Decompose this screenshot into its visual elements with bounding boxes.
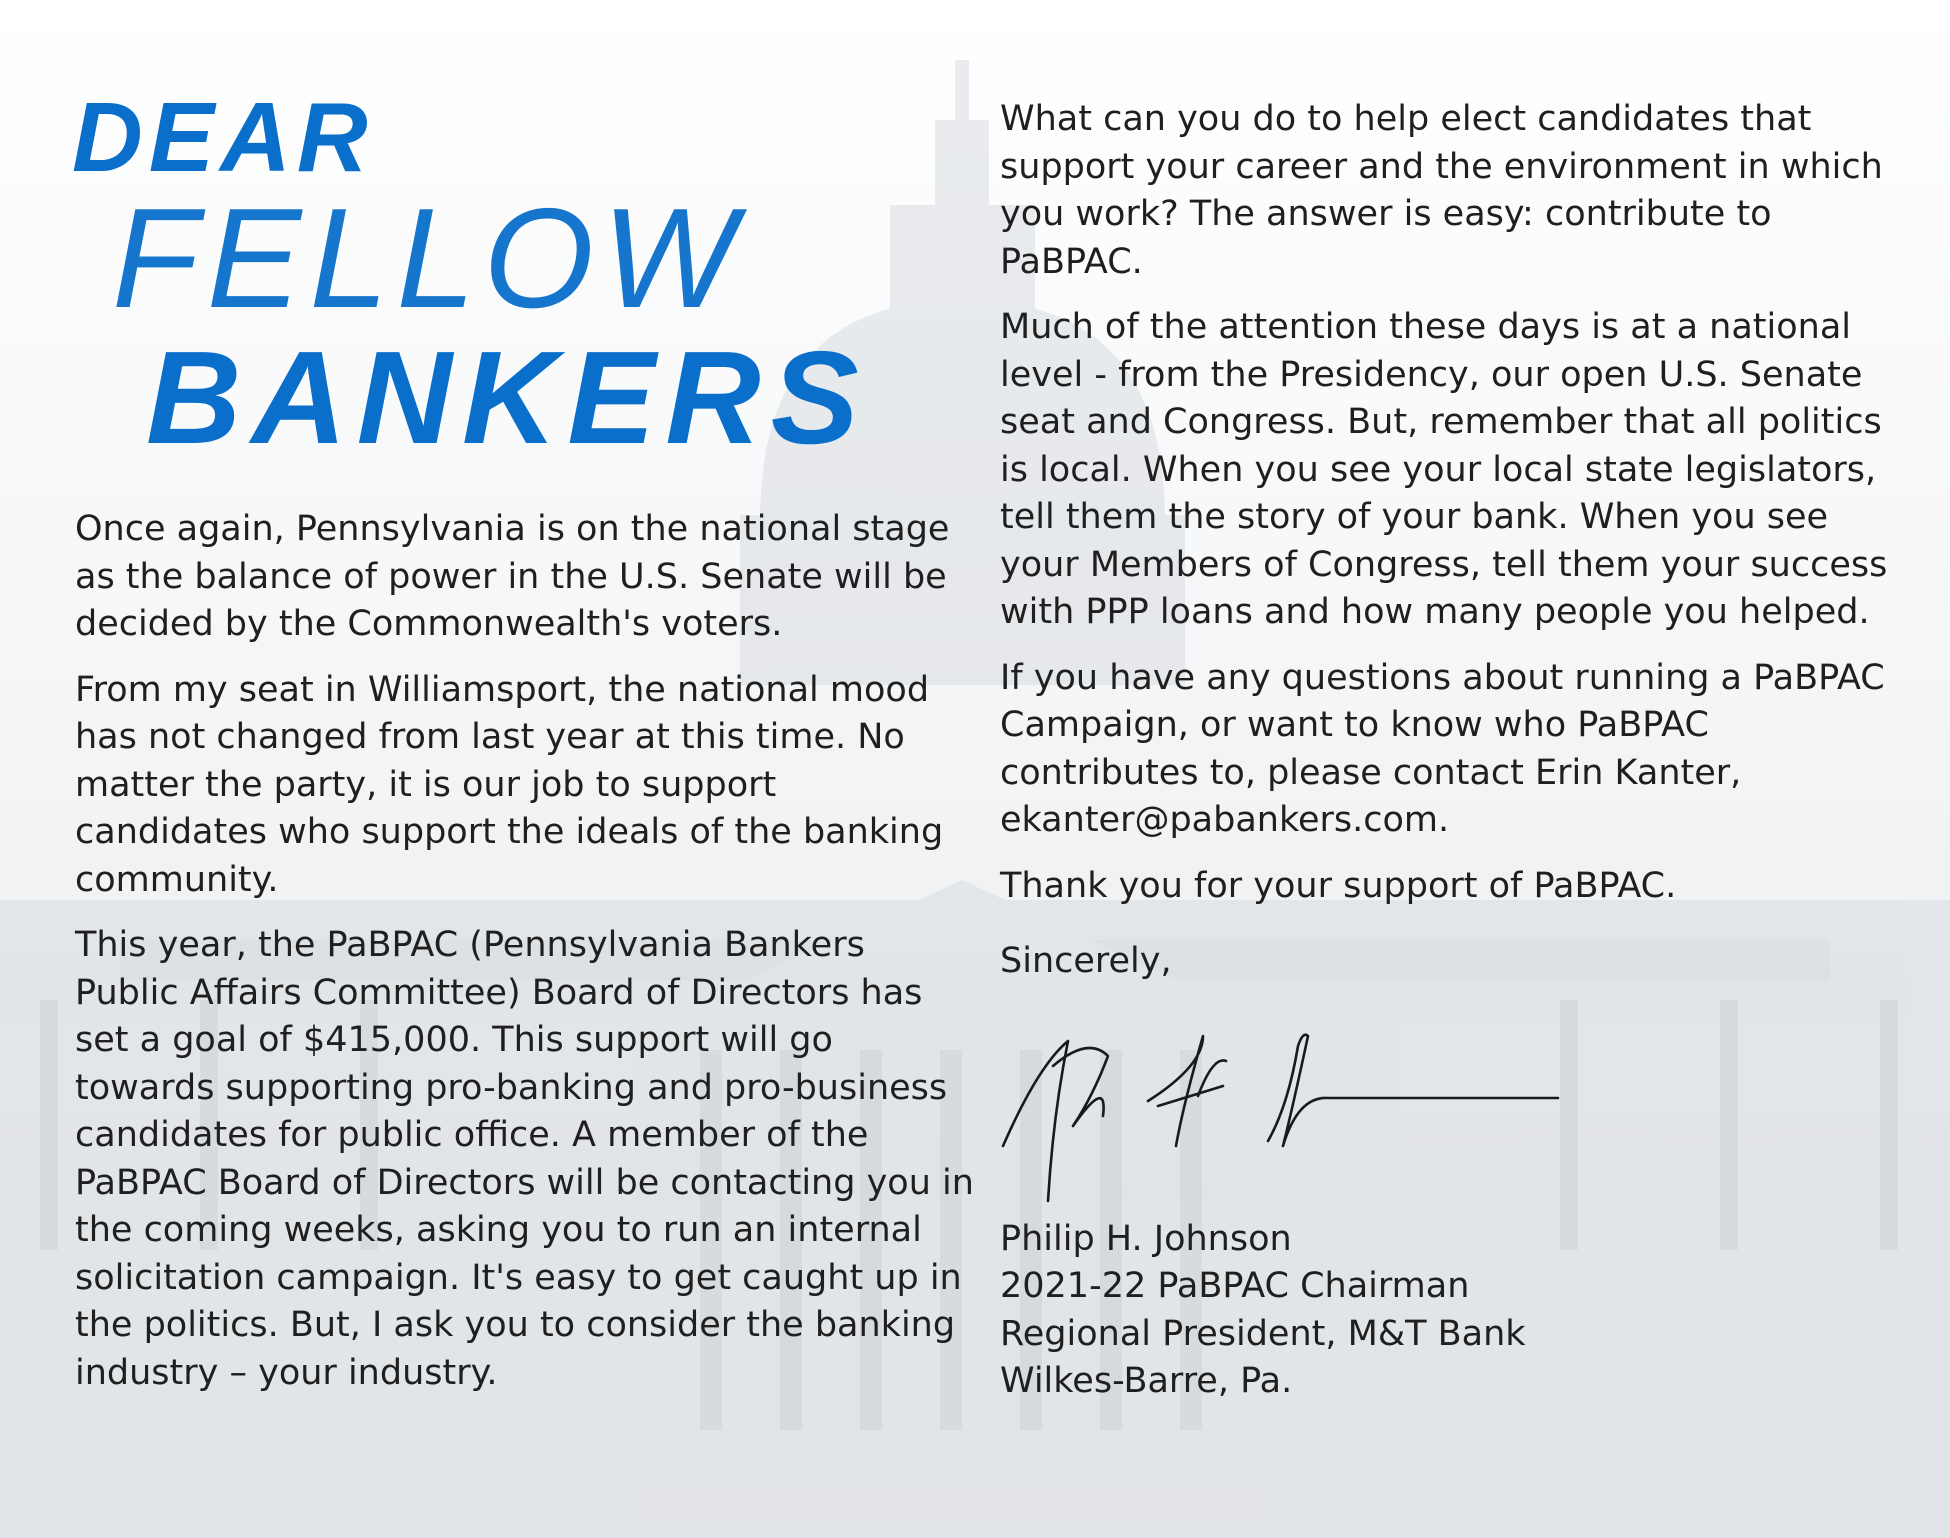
headline xyxy=(72,82,952,471)
headline-dear: DEAR xyxy=(72,82,374,192)
paragraph: Much of the attention these days is at a national level - from the Presidency, our open U.S. Senate seat and Congress. But, remember that all politics is local. When you see your local state legislators, tell them the story of your bank. When you see your Members of Congress, tell them your success with PPP loans and how many people you helped. xyxy=(1000,307,1888,632)
left-column xyxy=(75,506,975,1415)
right-column xyxy=(1000,96,1890,1406)
paragraph: This year, the PaBPAC (Pennsylvania Bankers Public Affairs Committee) Board of Directors has set a goal of $415,000. This support will go towards supporting pro-banking and pro-business candidates for public office. A member of the PaBPAC Board of Directors will be contacting you in the coming weeks, asking you to run an internal solicitation campaign. It's easy to get caught up in the politics. But, I ask you to consider the banking industry – your industry. xyxy=(75,925,974,1393)
paragraph: What can you do to help elect candidates that support your career and the environment in which you work? The answer is easy: contribute to PaBPAC. xyxy=(1000,99,1883,282)
signer-block xyxy=(1000,1216,1890,1406)
signer-location: Wilkes-Barre, Pa. xyxy=(1000,1361,1293,1401)
signer-name: Philip H. Johnson xyxy=(1000,1218,1292,1259)
paragraph: Thank you for your support of PaBPAC. xyxy=(1000,865,1677,906)
paragraph: Once again, Pennsylvania is on the national stage as the balance of power in the U.S. Senate will be decided by the Commonwealth's voters. xyxy=(75,509,950,644)
paragraph: From my seat in Williamsport, the national mood has not changed from last year at this time. No matter the party, it is our job to support candidates who support the ideals of the banking community. xyxy=(75,669,944,900)
headline-fellow: FELLOW xyxy=(112,179,744,338)
closing: Sincerely, xyxy=(1000,941,1172,981)
signer-title: 2021-22 PaBPAC Chairman xyxy=(1000,1266,1470,1306)
signature-image xyxy=(998,1006,1578,1206)
paragraph: If you have any questions about running a PaBPAC Campaign, or want to know who PaBPAC contributes to, please contact Erin Kanter, ekanter@pabankers.com. xyxy=(1000,657,1885,840)
signer-position: Regional President, M&T Bank xyxy=(1000,1313,1526,1354)
headline-bankers: BANKERS xyxy=(146,324,869,471)
